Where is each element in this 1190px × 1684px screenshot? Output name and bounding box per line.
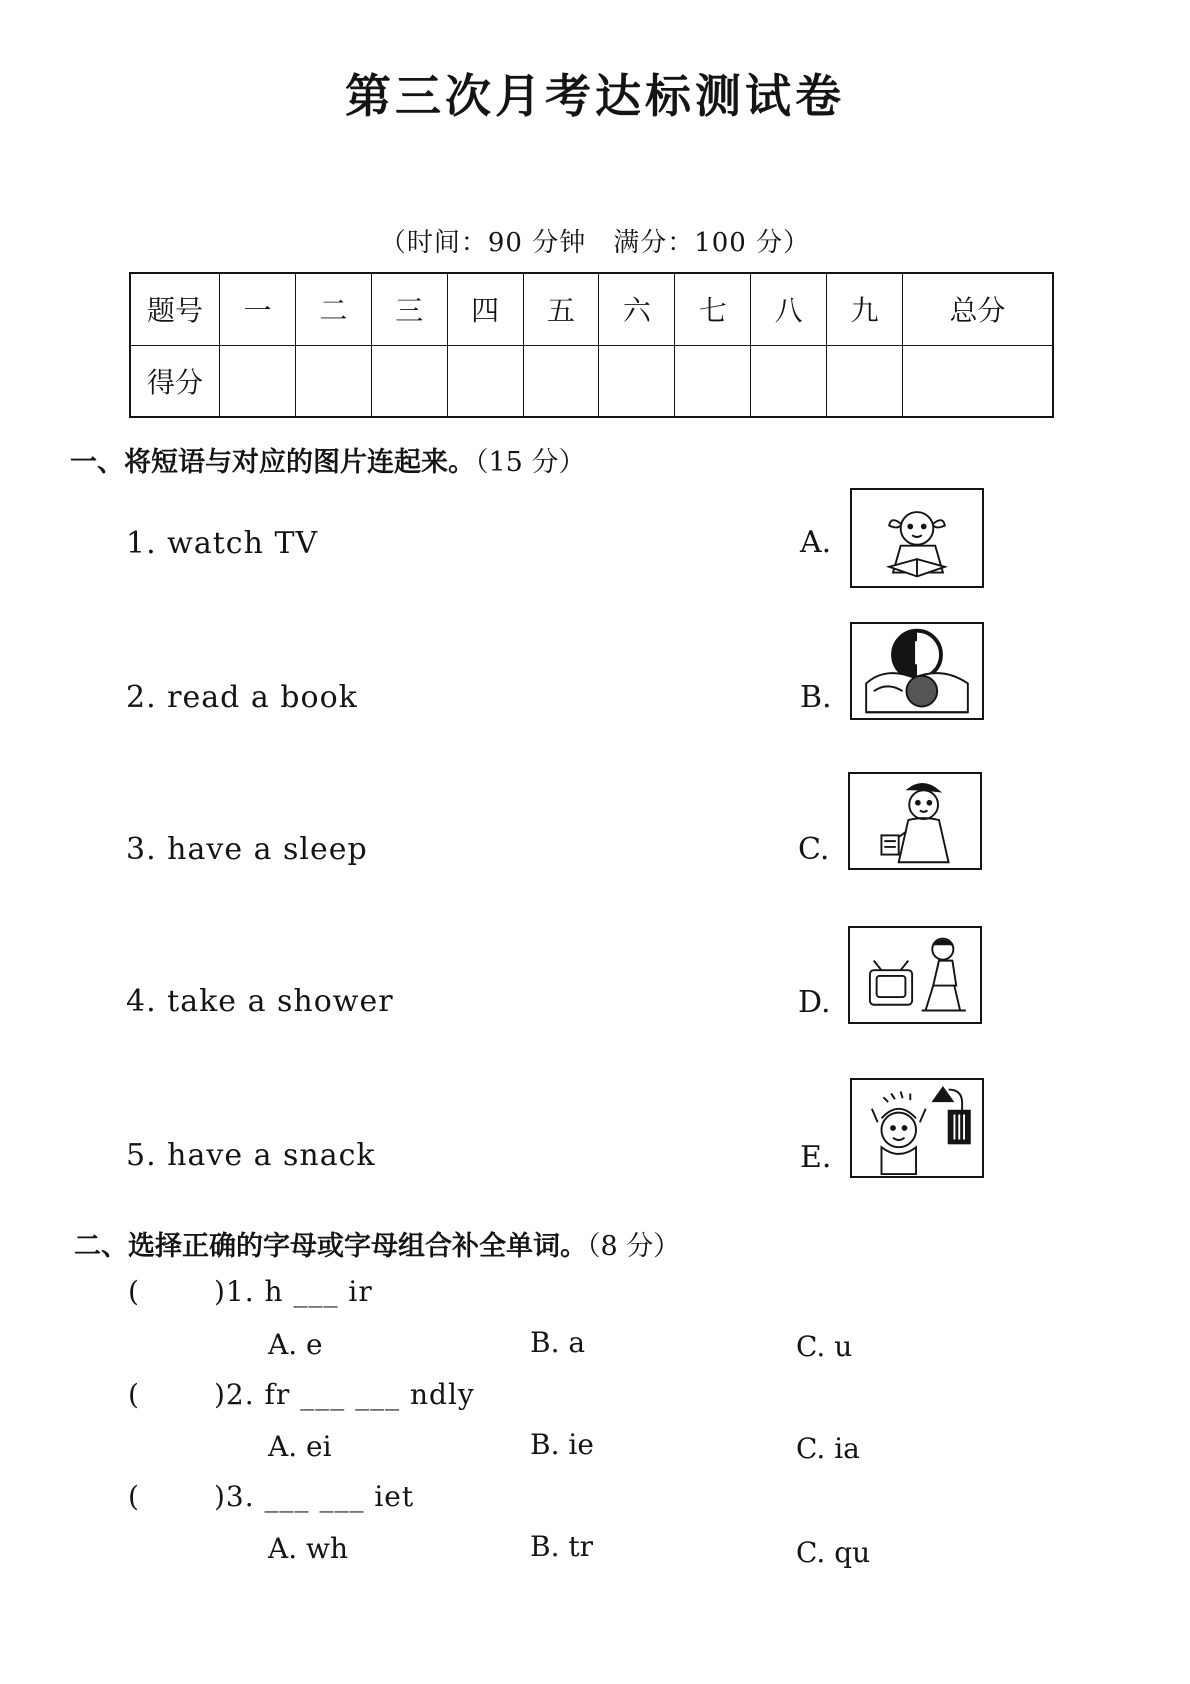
score-cell[interactable] [903, 345, 1053, 417]
score-table-header: 三 [371, 273, 447, 345]
option-c[interactable]: C. ia [796, 1432, 860, 1465]
picture-d[interactable] [848, 926, 982, 1024]
score-table-header: 二 [295, 273, 371, 345]
picture-c[interactable] [848, 772, 982, 870]
option-a[interactable]: A. ei [268, 1430, 332, 1463]
score-table-header: 六 [599, 273, 675, 345]
score-table-header: 总分 [903, 273, 1053, 345]
score-row-label: 得分 [130, 345, 220, 417]
score-table-header: 五 [523, 273, 599, 345]
score-table-header: 七 [675, 273, 751, 345]
picture-label: C. [798, 832, 830, 867]
score-cell[interactable] [675, 345, 751, 417]
option-c[interactable]: C. u [796, 1330, 853, 1363]
score-table-header: 九 [827, 273, 903, 345]
question-stem: )1. h ___ ir [214, 1275, 373, 1308]
page-title: 第三次月考达标测试卷 [345, 69, 845, 123]
exam-info: （时间：90 分钟 满分：100 分） [379, 228, 811, 258]
score-table [129, 272, 1054, 418]
option-b[interactable]: B. tr [530, 1530, 594, 1563]
score-table-score-row [130, 345, 1053, 417]
phrase-item: 1. watch TV [126, 526, 319, 561]
picture-label: A. [800, 525, 832, 560]
score-table-header: 四 [447, 273, 523, 345]
score-table-header-row [130, 273, 1053, 345]
question-stem: )3. ___ ___ iet [214, 1480, 415, 1513]
score-cell[interactable] [371, 345, 447, 417]
section2-points: （8 分） [587, 1231, 681, 1262]
section1-points: （15 分） [475, 447, 586, 478]
score-cell[interactable] [751, 345, 827, 417]
score-table-header: 一 [220, 273, 296, 345]
picture-label: D. [798, 985, 831, 1020]
answer-paren[interactable]: ( [128, 1275, 140, 1308]
score-cell[interactable] [220, 345, 296, 417]
answer-paren[interactable]: ( [128, 1378, 140, 1411]
phrase-item: 2. read a book [126, 680, 358, 715]
boy-eating-snack-icon [850, 774, 980, 868]
section1-heading [70, 440, 585, 479]
answer-paren[interactable]: ( [128, 1480, 140, 1513]
score-cell[interactable] [599, 345, 675, 417]
score-cell[interactable] [523, 345, 599, 417]
picture-label: E. [800, 1140, 832, 1175]
option-c[interactable]: C. qu [796, 1536, 871, 1569]
score-table-header: 八 [751, 273, 827, 345]
section2-heading [74, 1224, 680, 1263]
phrase-item: 5. have a snack [126, 1138, 376, 1173]
score-cell[interactable] [295, 345, 371, 417]
phrase-item: 3. have a sleep [126, 832, 368, 867]
section2-heading-text: 二、选择正确的字母或字母组合补全单词。 [74, 1231, 587, 1262]
picture-b[interactable] [850, 622, 984, 720]
score-table-header: 题号 [130, 273, 220, 345]
option-a[interactable]: A. e [268, 1328, 323, 1361]
phrase-item: 4. take a shower [126, 984, 394, 1019]
question-stem: )2. fr ___ ___ ndly [214, 1378, 475, 1411]
child-showering-icon [852, 1080, 982, 1176]
option-b[interactable]: B. a [530, 1326, 586, 1359]
picture-a[interactable] [850, 488, 984, 588]
score-cell[interactable] [827, 345, 903, 417]
boy-watching-tv-icon [850, 928, 980, 1022]
sleeping-child-icon [852, 624, 982, 718]
picture-e[interactable] [850, 1078, 984, 1178]
section1-heading-text: 一、将短语与对应的图片连起来。 [70, 447, 475, 478]
option-a[interactable]: A. wh [268, 1532, 349, 1565]
score-cell[interactable] [447, 345, 523, 417]
picture-label: B. [800, 680, 832, 715]
girl-reading-icon [852, 490, 982, 586]
option-b[interactable]: B. ie [530, 1428, 594, 1461]
